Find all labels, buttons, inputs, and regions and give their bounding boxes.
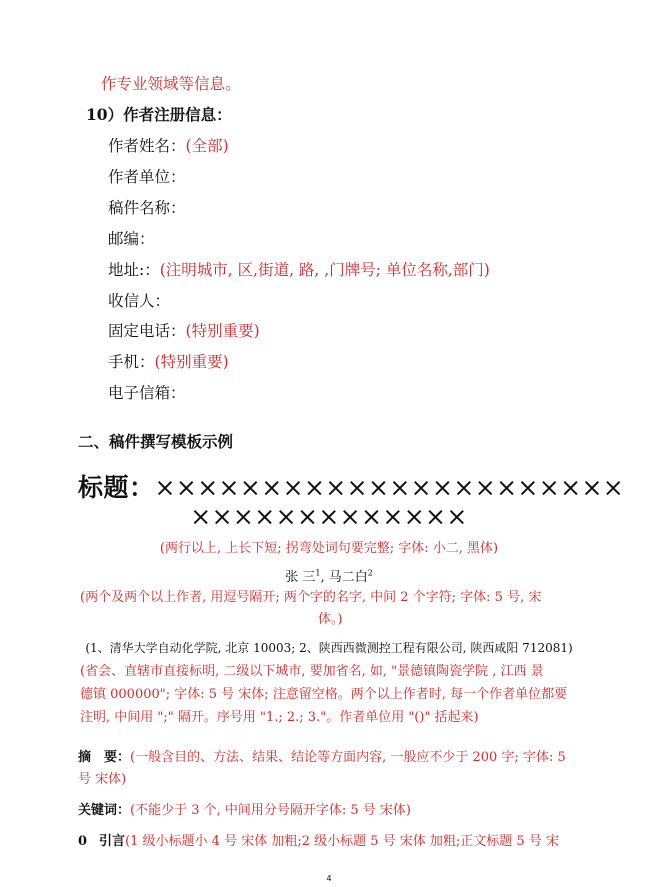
authors-line [0, 566, 658, 585]
field-label: 邮编： [108, 230, 155, 248]
affiliation-note: 注明, 中间用 ";" 隔开。序号用 "1.; 2.; 3."。作者单位用 "()" 括起来) [80, 710, 479, 725]
intro-note: (1 级小标题小 4 号 宋体 加粗;2 级小标题 5 号 宋体 加粗;正文标题 5 号 宋 [125, 834, 559, 849]
field-address [108, 258, 490, 280]
keywords-note: (不能少于 3 个, 中间用分号隔开字体: 5 号 宋体) [130, 803, 412, 818]
intro-number: 0 [78, 834, 88, 849]
abstract-note-cont: 号 宋体) [78, 772, 127, 787]
affiliation-note: 德镇 000000"; 字体: 5 号 宋体; 注意留空格。两个以上作者时, 每一个作者单位都要 [80, 687, 568, 702]
field-author-unit [108, 165, 186, 187]
author-name: , 马二白 [320, 570, 368, 585]
field-label: 手机： [108, 353, 155, 371]
author-superscript: 2 [367, 568, 373, 578]
authors-note: (两个及两个以上作者, 用逗号隔开; 两个字的名字, 中间 2 个字符; 字体: 5 号, 宋 [80, 590, 542, 605]
title-placeholder: ×××××××××××××××××××××× [154, 473, 625, 502]
keywords-line [78, 799, 411, 818]
field-recipient [108, 289, 170, 311]
section-heading: 二、稿件撰写模板示例 [78, 432, 234, 451]
author-name: 张 三 [285, 570, 316, 585]
field-mobile [108, 350, 229, 372]
page-number: 4 [326, 874, 332, 883]
field-manuscript-name [108, 196, 186, 218]
field-note: (注明城市, 区,街道, 路, ,门牌号; 单位名称,部门) [159, 261, 490, 279]
field-note: (特别重要) [154, 353, 229, 371]
abstract-line [78, 746, 566, 765]
field-label: 固定电话： [108, 322, 186, 340]
authors-note-cont: 体。) [318, 612, 343, 627]
title-label: 标题： [78, 473, 155, 502]
field-note: (特别重要) [185, 322, 260, 340]
affiliation-note: (省会、直辖市直接标明, 二级以下城市, 要加省名, 如, "景德镇陶瓷学院 , 江西 景 [80, 664, 544, 679]
field-email [108, 381, 186, 403]
field-label: 作者单位： [108, 168, 186, 186]
field-note: (全部) [185, 137, 229, 155]
field-label: 电子信箱： [108, 384, 186, 402]
abstract-label: 摘 要： [78, 750, 131, 765]
continuation-text: 作专业领域等信息。 [101, 75, 241, 93]
author-superscript: 1 [315, 568, 321, 578]
intro-line [78, 830, 559, 849]
field-author-name [108, 134, 229, 156]
keywords-label: 关键词： [78, 803, 131, 818]
field-label: 稿件名称： [108, 199, 186, 217]
intro-label: 引言 [99, 834, 126, 849]
title-note: (两行以上, 上长下短; 拐弯处词句要完整; 字体: 小二, 黑体) [159, 541, 499, 556]
abstract-note: (一般含目的、方法、结果、结论等方面内容, 一般应不少于 200 字; 字体: 5 [130, 750, 566, 765]
field-landline [108, 319, 260, 341]
field-label: 作者姓名： [108, 137, 186, 155]
field-label: 收信人： [108, 292, 171, 310]
title-placeholder-line2: ××××××××××××× [190, 502, 468, 531]
registration-heading: 10）作者注册信息： [86, 105, 232, 124]
field-label: 地址:： [108, 261, 160, 279]
template-title-line [78, 468, 624, 504]
field-postcode [108, 227, 155, 249]
affiliation-line: (1、清华大学自动化学院, 北京 10003; 2、陕西西微测控工程有限公司, 陕西咸阳 712081) [85, 641, 573, 655]
